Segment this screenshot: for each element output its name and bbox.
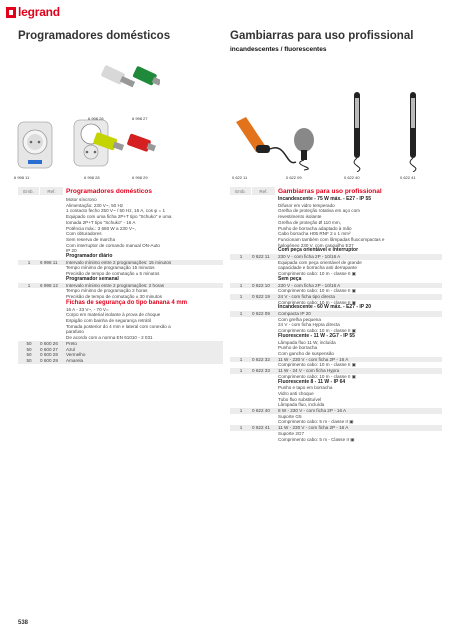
description-cell: Cabo borracha H05 RNF 2 x 1 mm² xyxy=(278,231,351,237)
right-table-body xyxy=(230,197,442,442)
ref-cell: 0 600 27 xyxy=(40,347,64,353)
left-code-1: 6 998 11 xyxy=(14,175,30,180)
description-cell: 230 V - com ficha 2P - 10/16 A xyxy=(276,254,442,260)
description-cell: Azul xyxy=(64,347,223,353)
legrand-logo-mark xyxy=(6,7,16,18)
fluorescent-lamp-11w-image xyxy=(398,88,428,172)
left-table-header xyxy=(18,187,223,195)
emb-cell: 1 xyxy=(230,283,252,289)
description-cell: Grelha de proteção Ø 110 mm, xyxy=(278,219,341,225)
description-cell: Espigão com bainha de segurança retrátil xyxy=(66,318,151,324)
page-number: 538 xyxy=(18,620,29,626)
description-cell: Corpo em material isolante à prova de choque xyxy=(66,312,161,318)
emb-cell xyxy=(230,437,252,443)
ref-cell xyxy=(252,437,276,443)
description-cell: IP 20 xyxy=(66,248,77,254)
description-cell: De acordo com a norma EN 61010 - 2 031 xyxy=(66,335,153,341)
right-section-title: Gambiarras para uso profissional xyxy=(230,30,414,42)
description-cell: Incandescente - 75 W máx. - E27 - IP 55 xyxy=(278,196,372,202)
ref-cell: 6 998 12 xyxy=(40,283,64,289)
description-cell: Fluorescente 8 - 11 W - IP 64 xyxy=(278,378,346,385)
table-row xyxy=(18,358,223,364)
description-cell: Punho de borracha adaptado à mão xyxy=(278,225,352,231)
description-cell: Punho de borracha xyxy=(278,345,318,351)
description-cell: Equipado com uma ficha 2P+T tipo "Schuko" e uma xyxy=(66,214,172,220)
ref-cell: 0 622 32 xyxy=(252,357,276,363)
right-code-3: 0 622 40 xyxy=(344,175,360,180)
left-code-4: 6 998 26 xyxy=(88,116,104,121)
right-code-4: 0 622 41 xyxy=(400,175,416,180)
ref-cell: 6 998 11 xyxy=(40,260,64,266)
ref-cell: 0 600 26 xyxy=(40,341,64,347)
description-cell: Equipada com peça orientável de grande xyxy=(278,259,362,265)
legrand-logo[interactable] xyxy=(6,5,64,19)
description-cell: Comprimento cabo: 10 m - classe II ▣ xyxy=(278,373,357,379)
right-table-header xyxy=(230,187,442,195)
description-cell: Comprimento cabo: 5 m - Classe II ▣ xyxy=(278,436,355,442)
description-cell: Com obturadores xyxy=(66,231,102,237)
right-code-1: 0 622 11 xyxy=(232,175,248,180)
emb-cell xyxy=(18,300,40,307)
left-ref-header: Ref. xyxy=(40,187,63,195)
emb-cell: 1 xyxy=(230,311,252,317)
description-cell: 24 V - com ficha Hypra directa xyxy=(278,322,340,328)
description-cell: Com gancho de suspensão xyxy=(278,350,334,356)
color-plugs-image xyxy=(86,128,160,174)
description-cell: Funcionam também com lâmpadas fluocompactas e xyxy=(278,236,385,242)
description-cell: Alimentação: 230 V~, 50 Hz xyxy=(66,202,124,208)
description-cell: Motor síncrono xyxy=(66,197,97,202)
description-cell: revestimento isolante xyxy=(278,214,322,220)
emb-cell: 50 xyxy=(18,341,40,347)
description-cell: Tomada posterior do 4 mm e lateral com conexão a xyxy=(66,323,171,329)
description-cell: 8 W - 230 V - com ficha 2P - 16 A xyxy=(276,408,442,414)
left-table-body xyxy=(18,197,223,364)
left-emb-header: Emb. xyxy=(18,187,39,195)
description-cell: Programador diário xyxy=(66,253,113,260)
left-table-title: Programadores domésticos xyxy=(66,187,152,195)
description-cell: Punho e tapo em borracha xyxy=(278,385,333,391)
emb-cell: 1 xyxy=(230,357,252,363)
right-ref-header: Ref. xyxy=(252,187,275,195)
ref-cell: 0 622 33 xyxy=(252,368,276,374)
description-cell: Compacta IP 20 xyxy=(276,311,442,317)
description-cell: 11 W - 24 V - com ficha Hypra xyxy=(276,368,442,374)
compact-lamp-image xyxy=(284,120,324,172)
description-cell: Tempo mínimo de programação 15 minutos xyxy=(66,265,155,271)
description-cell: Amarela xyxy=(64,358,223,364)
ref-cell: 0 622 11 xyxy=(252,254,276,260)
description-cell: Precisão de tempo de comutação ± 5 minutos xyxy=(66,271,160,277)
right-code-2: 0 622 09 xyxy=(286,175,302,180)
description-cell: parafuso xyxy=(66,329,84,335)
description-cell: Suporte 2G7 xyxy=(278,430,305,436)
description-cell: Intervalo mínimo entre 2 programações: 2 horas xyxy=(64,283,223,289)
description-cell: Comprimento cabo: 10 m - classe II ▣ xyxy=(278,271,357,277)
right-section-subtitle: incandescentes / fluorescentes xyxy=(230,46,327,53)
emb-cell: 50 xyxy=(18,358,40,364)
description-cell: Comprimento cabo: 10 m - classe II ▣ xyxy=(278,299,357,305)
description-cell: 1 contacto fecho 250 V~ / 50 Hz, 16 A, cos φ = 1 xyxy=(66,208,165,214)
description-cell: Lâmpada fluo, incluída xyxy=(278,402,325,408)
description-cell: Potência máx.: 3 680 W a 230 V~, xyxy=(66,225,136,231)
description-cell: capacidade e borracha anti derrapante xyxy=(278,265,357,271)
ref-cell: 0 622 40 xyxy=(252,408,276,414)
ref-cell: 0 622 09 xyxy=(252,311,276,317)
left-section-title: Programadores domésticos xyxy=(18,30,171,42)
emb-cell: 1 xyxy=(18,260,40,266)
description-cell: Fichas de segurança do tipo banana 4 mm xyxy=(66,299,188,306)
description-cell: 24 V - com ficha tipo directa xyxy=(276,294,442,300)
description-cell: Tubo fluo substituível xyxy=(278,396,322,402)
description-cell: Com grelha pequena xyxy=(278,316,321,322)
left-code-3: 6 998 27 xyxy=(132,116,148,121)
description-cell: Incandescente - 60 W máx. - E27 - IP 20 xyxy=(278,304,372,311)
emb-cell: 50 xyxy=(18,347,40,353)
emb-cell: 50 xyxy=(18,352,40,358)
description-cell: Sem reserva de marcha xyxy=(66,236,116,242)
right-emb-header: Emb. xyxy=(230,187,251,195)
description-cell: Com interruptor de comando manual ON-Auto xyxy=(66,242,160,248)
header-bar xyxy=(0,0,452,22)
description-cell: Vermelho xyxy=(64,352,223,358)
description-cell: 230 V - com ficha 2P - 10/16 A xyxy=(276,283,442,289)
description-cell: Intervalo mínimo entre 2 programações: 15 minutos xyxy=(64,260,223,266)
description-cell: Fluorescente - 11 W - 2G7 - IP 55 xyxy=(278,332,355,339)
table-row xyxy=(18,300,223,307)
emb-cell: 1 xyxy=(230,425,252,431)
emb-cell: 1 xyxy=(18,283,40,289)
description-cell: Lâmpada fluo 11 W, incluída xyxy=(278,339,336,345)
description-cell: Comprimento cabo: 10 m - classe II ▣ xyxy=(278,328,357,334)
banana-plugs-image xyxy=(88,58,160,123)
ref-cell: 0 600 28 xyxy=(40,352,64,358)
description-cell: Difusor em vidro temperado xyxy=(278,202,335,208)
right-table-title: Gambiarras para uso profissional xyxy=(278,187,382,195)
description-cell: 11 W - 230 V - com ficha 2P - 16 A xyxy=(276,425,442,431)
description-cell: Programador semanal xyxy=(66,275,119,282)
description-cell: Comprimento cabo: 10 m - classe II ▣ xyxy=(278,362,357,368)
ref-cell: 0 622 10 xyxy=(252,283,276,289)
ref-cell: 0 622 41 xyxy=(252,425,276,431)
description-cell: Com peça orientável e interruptor xyxy=(278,247,359,254)
description-cell: tomada 2P+T tipo "Schuko" - 16 A xyxy=(66,219,136,225)
table-row xyxy=(230,437,442,443)
emb-cell: 1 xyxy=(230,294,252,300)
emb-cell: 1 xyxy=(230,408,252,414)
description-cell: halogéneo 230 V, com casquilho E27 xyxy=(278,242,354,248)
ref-cell xyxy=(40,300,64,307)
description-cell: Comprimento cabo: 10 m - classe II ▣ xyxy=(278,288,357,294)
left-code-2: 6 998 28 xyxy=(84,175,100,180)
description-cell: Preto xyxy=(64,341,223,347)
ref-cell: 0 622 19 xyxy=(252,294,276,300)
description-cell: Comprimento cabo: 5 m - classe II ▣ xyxy=(278,419,354,425)
fluorescent-lamp-8w-image xyxy=(342,88,372,172)
description-cell: Suporte G5 xyxy=(278,413,302,419)
description-cell: Sem peça xyxy=(278,275,302,282)
ref-cell: 0 600 29 xyxy=(40,358,64,364)
left-code-5: 6 998 29 xyxy=(132,175,148,180)
description-cell: Tempo mínimo de programação 2 horas xyxy=(66,288,148,294)
description-cell: Precisão de tempo de comutação ± 30 minutos xyxy=(66,293,162,299)
description-cell: Vidro anti choque xyxy=(278,390,314,396)
emb-cell: 1 xyxy=(230,254,252,260)
brand-name: legrand xyxy=(18,5,60,19)
description-cell: Grelha de proteção rotativa em aço com xyxy=(278,208,360,214)
description-cell: 16 A - 33 V~, - 70 V= xyxy=(66,306,109,312)
daily-timer-image xyxy=(14,120,56,172)
description-cell: 11 W - 230 V - com ficha 2P - 16 A xyxy=(276,357,442,363)
emb-cell: 1 xyxy=(230,368,252,374)
